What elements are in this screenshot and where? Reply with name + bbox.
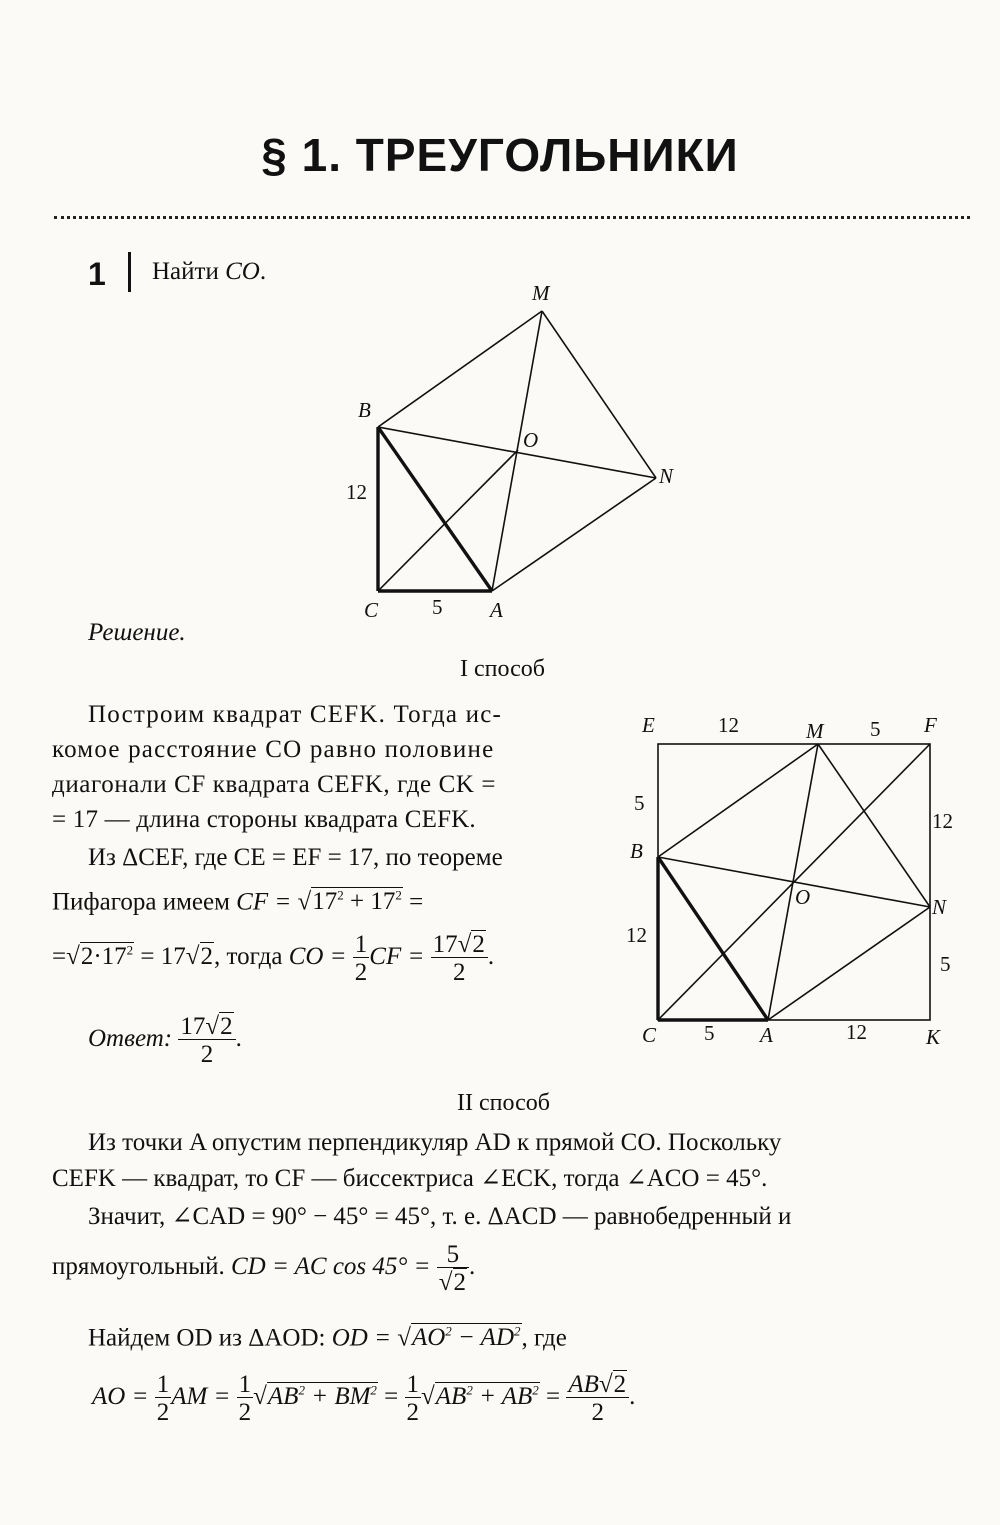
label-A: A — [760, 1023, 773, 1047]
edge-BM — [658, 744, 818, 857]
edge-NA — [768, 907, 930, 1020]
length-CA: 5 — [432, 595, 443, 619]
method1-line-4: = 17 — длина стороны квадрата CEFK. — [52, 806, 476, 833]
diagonal-MA — [768, 744, 818, 1020]
label-B: B — [358, 398, 371, 422]
label-N: N — [659, 464, 674, 488]
problem-number: 1 — [88, 256, 106, 292]
solution-heading: Решение. — [88, 619, 186, 646]
length-AK: 12 — [846, 1020, 867, 1044]
label-C: C — [642, 1023, 657, 1047]
problem-number-bar — [128, 252, 131, 292]
method1-line-1: Построим квадрат CEFK. Тогда ис- — [88, 701, 503, 728]
method1-line-5: Из ΔCEF, где CE = EF = 17, по теореме — [88, 844, 503, 871]
method1-line-3: диагонали CF квадрата CEFK, где CK = — [52, 771, 497, 798]
method2-line-5: Найдем OD из ΔAOD: OD = $√AO^2 - AD^2$, где — [88, 1324, 567, 1352]
method2-line-6: AO = $\frac{1}{2}$ AM = $\frac{1}{2}$ $√AB^2 + BM^2$ = $\frac{1}{2}$ $√AB^2 + AB^2$ = $\frac{AB√2}{2}$ . — [92, 1371, 636, 1426]
length-CA: 5 — [704, 1021, 715, 1045]
method2-line-3: Значит, ∠CAD = 90° − 45° = 45°, т. е. ΔACD — равнобедренный и — [88, 1203, 792, 1230]
edge-MN — [818, 744, 930, 907]
length-MF: 5 — [870, 717, 881, 741]
problem-statement: Найти CO. — [152, 258, 267, 285]
section-title: § 1. ТРЕУГОЛЬНИКИ — [261, 129, 739, 181]
figure-triangle-square — [330, 280, 700, 625]
label-B: B — [630, 839, 643, 863]
method1-heading: I способ — [460, 656, 545, 682]
length-NK: 5 — [940, 952, 951, 976]
cf-co-line: $=√2\cdot 17^2 = 17√2$, тогда CO = $\frac{1}{2}$ CF = $\frac{17√2}{2}$ . — [52, 931, 495, 986]
length-EB: 5 — [634, 791, 645, 815]
segment-CO — [378, 450, 518, 591]
edge-BA — [658, 857, 768, 1020]
edge-BM — [378, 311, 542, 427]
length-BC: 12 — [346, 480, 367, 504]
edge-MN — [542, 311, 656, 478]
method2-line-2: CEFK — квадрат, то CF — биссектриса ∠ECK, тогда ∠ACO = 45°. — [52, 1165, 768, 1192]
length-FN: 12 — [932, 809, 953, 833]
label-O: O — [523, 428, 539, 452]
length-EM: 12 — [718, 713, 739, 737]
length-BC: 12 — [626, 923, 647, 947]
method2-line-4: прямоугольный. CD = AC cos 45° = $\frac{5}{√2}$ . — [52, 1241, 476, 1296]
method1-line-2: комое расстояние CO равно половине — [52, 736, 495, 763]
method2-line-1: Из точки A опустим перпендикуляр AD к прямой CO. Поскольку — [88, 1129, 782, 1156]
pythagoras-line: Пифагора имеем CF = $√17^2 + 17^2$ = — [52, 888, 424, 916]
label-F: F — [924, 713, 937, 737]
figure-square-CEFK — [620, 700, 970, 1060]
label-N: N — [932, 895, 947, 919]
label-M: M — [532, 281, 550, 305]
edge-BA — [378, 427, 492, 591]
label-O: O — [795, 885, 811, 909]
label-A: A — [490, 598, 503, 622]
dotted-divider — [54, 216, 970, 219]
label-E: E — [642, 713, 655, 737]
diagonal-BN — [658, 857, 930, 907]
label-C: C — [364, 598, 379, 622]
answer-line: Ответ: $\frac{17√2}{2}$ . — [88, 1013, 242, 1068]
label-K: K — [926, 1025, 941, 1049]
edge-NA — [492, 478, 656, 591]
label-M: M — [806, 719, 824, 743]
method2-heading: II способ — [457, 1090, 550, 1116]
